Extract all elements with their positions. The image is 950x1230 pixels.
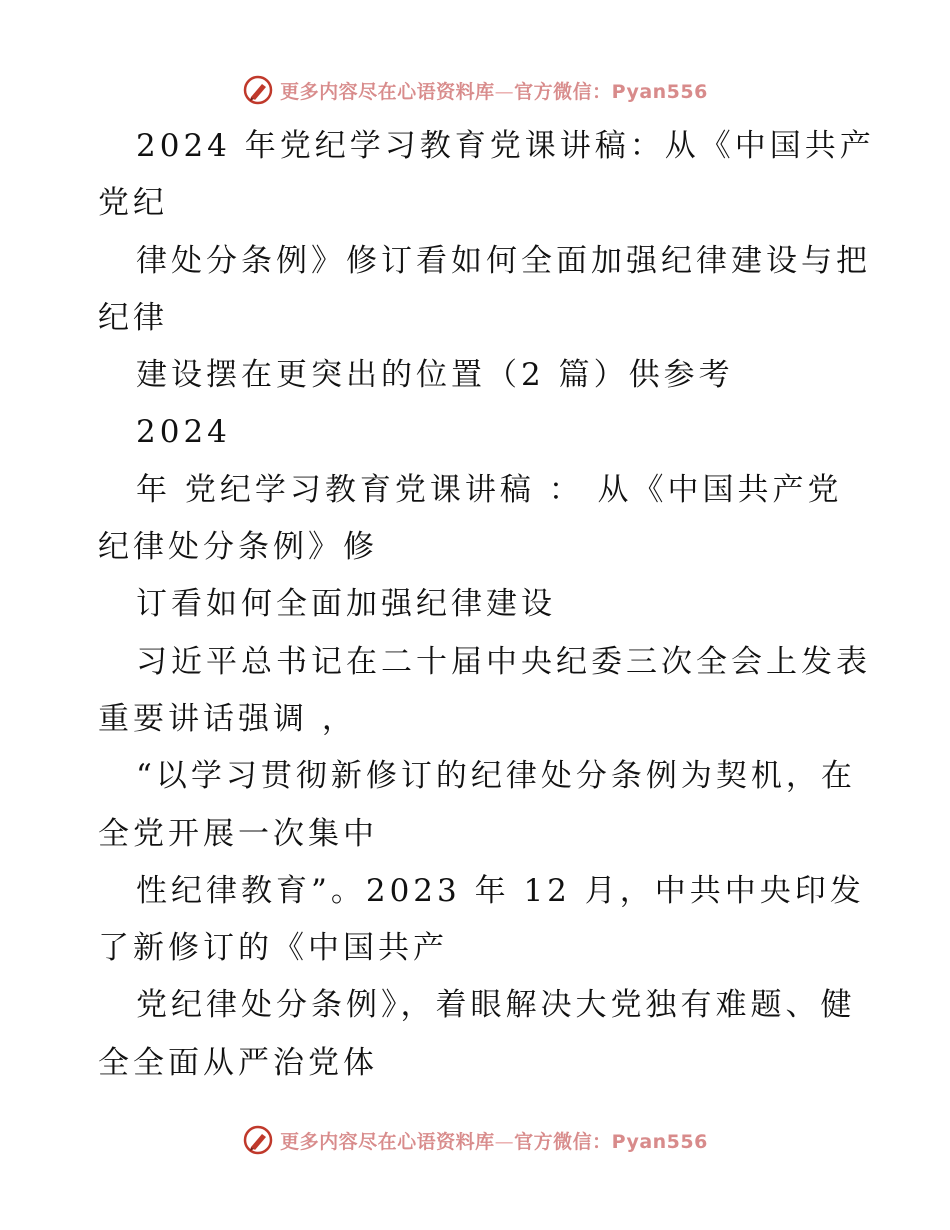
- doc-line: 建设摆在更突出的位置（2 篇）供参考: [136, 357, 734, 394]
- doc-line: 纪律: [98, 299, 168, 336]
- doc-line: 律处分条例》修订看如何全面加强纪律建设与把: [136, 242, 871, 279]
- doc-line: 2024 年党纪学习教育党课讲稿：从《中国共产: [136, 128, 875, 164]
- doc-line: 订看如何全面加强纪律建设: [136, 586, 556, 623]
- doc-line: 党纪律处分条例》，着眼解决大党独有难题、健: [136, 987, 856, 1024]
- footer-watermark-main: 更多内容尽在心语资料库: [280, 1130, 495, 1153]
- document-body: [98, 118, 875, 1092]
- footer-watermark: [0, 1120, 950, 1160]
- doc-line: 全党开展一次集中: [98, 815, 378, 852]
- doc-line: 纪律处分条例》修: [98, 529, 378, 566]
- doc-line: 年 党纪学习教育党课讲稿 ： 从《中国共产党: [136, 471, 843, 508]
- doc-line: 习近平总书记在二十届中央纪委三次全会上发表: [136, 643, 871, 680]
- doc-line: “以学习贯彻新修订的纪律处分条例为契机，在: [136, 758, 856, 795]
- doc-line: 性纪律教育”。2023 年 12 月，中共中央印发: [136, 872, 865, 909]
- header-watermark-separator: —: [494, 80, 515, 103]
- doc-line: 2024: [136, 414, 231, 451]
- footer-watermark-separator: —: [494, 1130, 515, 1153]
- footer-watermark-contact: 官方微信：Pyan556: [514, 1130, 708, 1153]
- pen-logo-icon: [242, 74, 274, 106]
- doc-line: 了新修订的《中国共产: [98, 930, 448, 967]
- header-watermark: [0, 70, 950, 110]
- doc-line: 重要讲话强调 ，: [98, 700, 357, 737]
- header-watermark-main: 更多内容尽在心语资料库: [280, 80, 495, 103]
- doc-line: 党纪: [98, 185, 168, 222]
- pen-logo-icon: [242, 1124, 274, 1156]
- header-watermark-contact: 官方微信：Pyan556: [514, 80, 708, 103]
- doc-line: 全全面从严治党体: [98, 1044, 378, 1081]
